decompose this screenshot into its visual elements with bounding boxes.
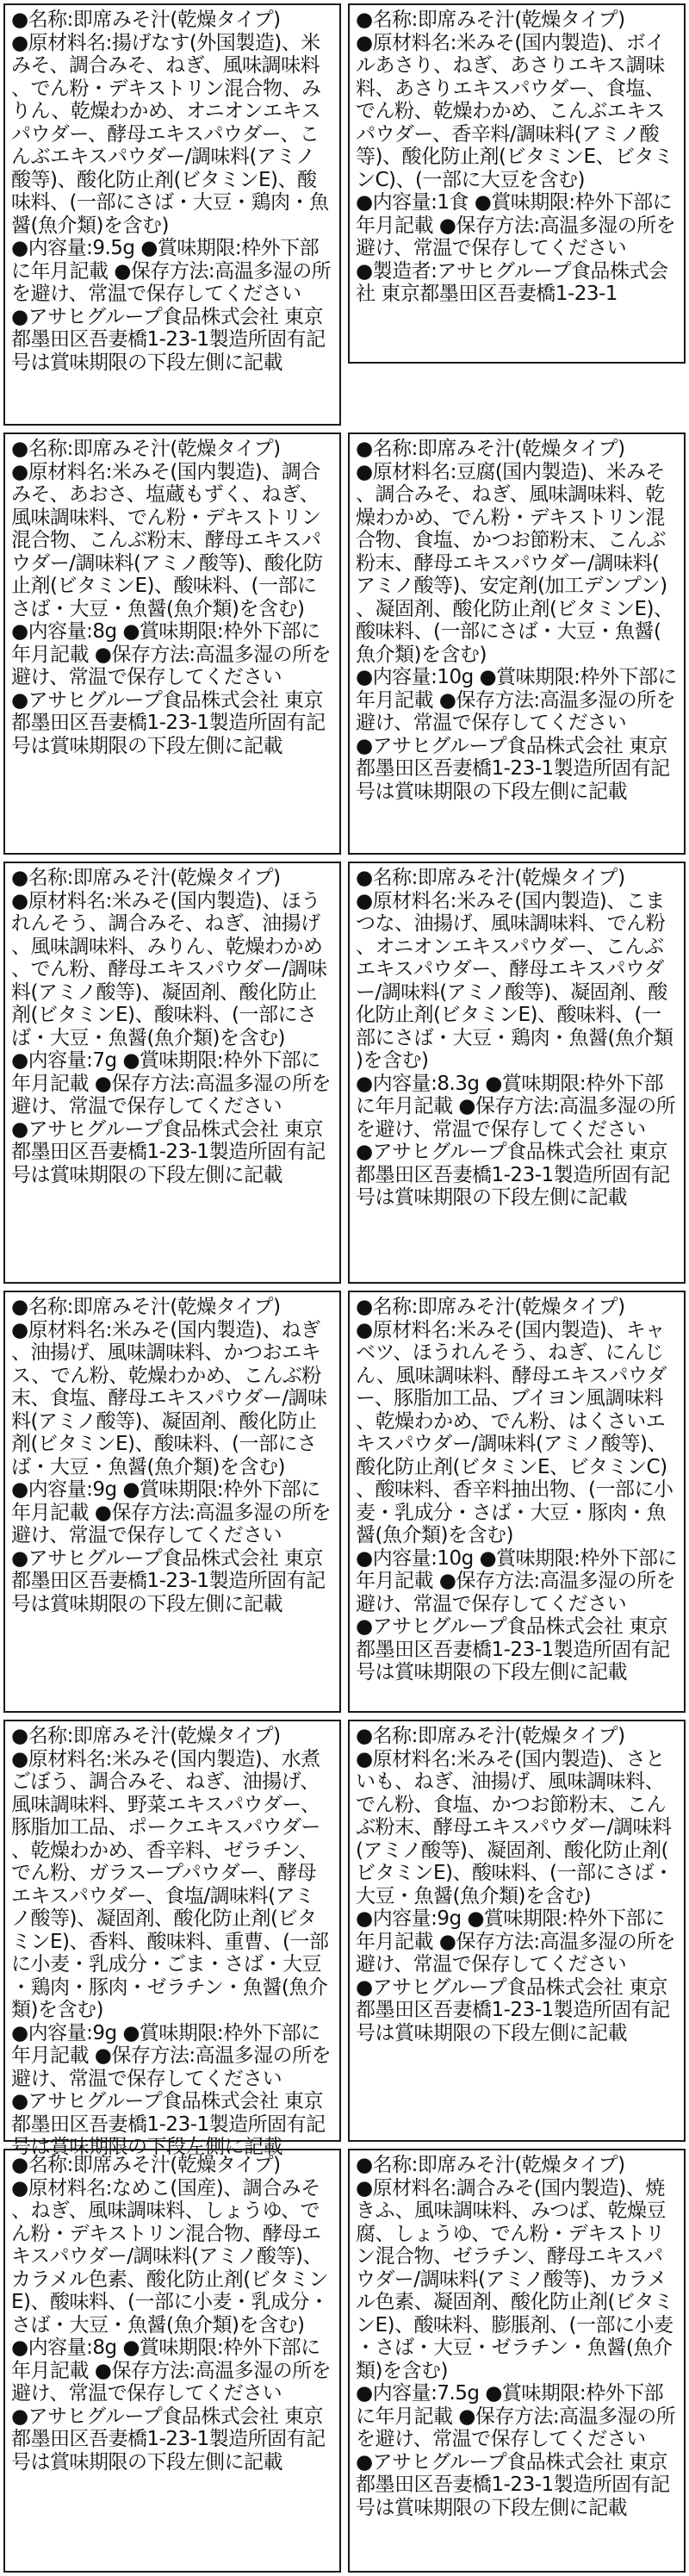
product-name: ●名称:即席みそ汁(乾燥タイプ) [11, 9, 281, 31]
ingredients-text: ●原材料名:米みそ(国内製造)、さといも、ねぎ、油揚げ、風味調味料、でん粉、食塩、かつお節粉末、こんぶ粉末、酵母エキスパウダー/調味料(アミノ酸等)、凝固剤、酸化防止剤(ビタミンE)、酸味料、(一部にさば・大豆・魚醤(魚介類)を含む) [356, 1747, 673, 1907]
label-panel-5 [0, 858, 344, 1287]
product-name: ●名称:即席みそ汁(乾燥タイプ) [11, 2154, 281, 2176]
content-expiry-storage: ●内容量:9.5g ●賞味期限:枠外下部に年月記載 ●保存方法:高温多湿の所を避け、常温で保存してください [11, 237, 332, 305]
content-expiry-storage: ●内容量:8g ●賞味期限:枠外下部に年月記載 ●保存方法:高温多湿の所を避け、常温で保存してください [11, 620, 332, 688]
label-box [3, 1291, 341, 1713]
label-box [3, 1720, 341, 2158]
content-expiry-storage: ●内容量:9g ●賞味期限:枠外下部に年月記載 ●保存方法:高温多湿の所を避け、常温で保存してください [11, 1478, 332, 1546]
label-panel-9 [0, 1716, 344, 2158]
ingredients-text: ●原材料名:なめこ(国産)、調合みそ、ねぎ、風味調味料、しょうゆ、でん粉・デキストリン混合物、酵母エキスパウダー/調味料(アミノ酸等)、カラメル色素、酸化防止剤(ビタミンE)、酸味料、(一部に小麦・乳成分・さば・大豆・魚醤(魚介類)を含む) [11, 2176, 329, 2336]
ingredients-text: ●原材料名:米みそ(国内製造)、調合みそ、あおさ、塩蔵もずく、ねぎ、風味調味料、でん粉・デキストリン混合物、こんぶ粉末、酵母エキスパウダー/調味料(アミノ酸等)、酸化防止剤(ビタミンE)、酸味料、(一部にさば・大豆・魚醤(魚介類)を含む) [11, 460, 323, 620]
label-box [348, 1291, 686, 1713]
product-name: ●名称:即席みそ汁(乾燥タイプ) [356, 2154, 625, 2176]
content-expiry-storage: ●内容量:9g ●賞味期限:枠外下部に年月記載 ●保存方法:高温多湿の所を避け、常温で保存してください [11, 2021, 332, 2090]
label-panel-1 [0, 0, 344, 429]
content-expiry-storage: ●内容量:7g ●賞味期限:枠外下部に年月記載 ●保存方法:高温多湿の所を避け、常温で保存してください [11, 1049, 332, 1117]
label-panel-8 [344, 1287, 689, 1716]
label-box [348, 1720, 686, 2142]
label-box [348, 2149, 686, 2573]
manufacturer-info: ●アサヒグループ食品株式会社 東京都墨田区吾妻橋1-23-1製造所固有記号は賞味期限の下段左側に記載 [11, 305, 326, 374]
product-name: ●名称:即席みそ汁(乾燥タイプ) [11, 1725, 281, 1747]
manufacturer-info: ●アサヒグループ食品株式会社 東京都墨田区吾妻橋1-23-1製造所固有記号は賞味期限の下段左側に記載 [11, 1546, 326, 1615]
content-expiry-storage: ●内容量:10g ●賞味期限:枠外下部に年月記載 ●保存方法:高温多湿の所を避け、常温で保存してください [356, 1546, 677, 1615]
manufacturer-info: ●製造者:アサヒグループ食品株式会社 東京都墨田区吾妻橋1-23-1 [356, 259, 668, 305]
label-panel-2 [344, 0, 689, 429]
product-name: ●名称:即席みそ汁(乾燥タイプ) [356, 1725, 625, 1747]
content-expiry-storage: ●内容量:8g ●賞味期限:枠外下部に年月記載 ●保存方法:高温多湿の所を避け、常温で保存してください [11, 2336, 332, 2405]
content-expiry-storage: ●内容量:1食 ●賞味期限:枠外下部に年月記載 ●保存方法:高温多湿の所を避け、常温で保存してください [356, 191, 676, 259]
product-name: ●名称:即席みそ汁(乾燥タイプ) [356, 438, 625, 460]
label-panel-12 [344, 2145, 689, 2576]
content-expiry-storage: ●内容量:10g ●賞味期限:枠外下部に年月記載 ●保存方法:高温多湿の所を避け、常温で保存してください [356, 666, 677, 734]
label-box [348, 862, 686, 1284]
content-expiry-storage: ●内容量:7.5g ●賞味期限:枠外下部に年月記載 ●保存方法:高温多湿の所を避け、常温で保存してください [356, 2382, 676, 2450]
ingredients-text: ●原材料名:米みそ(国内製造)、キャベツ、ほうれんそう、ねぎ、にんじん、風味調味料、酵母エキスパウダー、豚脂加工品、ブイヨン風調味料、乾燥わかめ、でん粉、はくさいエキスパウダー/調味料(アミノ酸等)、酸化防止剤(ビタミンE、ビタミンC)、酸味料、香辛料抽出物、(一部に小麦・乳成分・さば・大豆・豚肉・魚醤(魚介類)を含む) [356, 1318, 673, 1546]
ingredients-text: ●原材料名:米みそ(国内製造)、こまつな、油揚げ、風味調味料、でん粉、オニオンエキスパウダー、こんぶエキスパウダー、酵母エキスパウダー/調味料(アミノ酸等)、凝固剤、酸化防止剤(ビタミンE)、酸味料、(一部にさば・大豆・鶏肉・魚醤(魚介類)を含む) [356, 889, 673, 1072]
manufacturer-info: ●アサヒグループ食品株式会社 東京都墨田区吾妻橋1-23-1製造所固有記号は賞味期限の下段左側に記載 [11, 2090, 326, 2158]
product-name: ●名称:即席みそ汁(乾燥タイプ) [11, 1296, 281, 1318]
manufacturer-info: ●アサヒグループ食品株式会社 東京都墨田区吾妻橋1-23-1製造所固有記号は賞味期限の下段左側に記載 [356, 1615, 670, 1683]
product-name: ●名称:即席みそ汁(乾燥タイプ) [356, 1296, 625, 1318]
label-panel-11 [0, 2145, 344, 2576]
manufacturer-info: ●アサヒグループ食品株式会社 東京都墨田区吾妻橋1-23-1製造所固有記号は賞味期限の下段左側に記載 [356, 1976, 670, 2044]
manufacturer-info: ●アサヒグループ食品株式会社 東京都墨田区吾妻橋1-23-1製造所固有記号は賞味期限の下段左側に記載 [356, 2450, 670, 2519]
label-panel-10 [344, 1716, 689, 2145]
content-expiry-storage: ●内容量:9g ●賞味期限:枠外下部に年月記載 ●保存方法:高温多湿の所を避け、常温で保存してください [356, 1907, 676, 1976]
ingredients-text: ●原材料名:豆腐(国内製造)、米みそ、調合みそ、ねぎ、風味調味料、乾燥わかめ、でん粉・デキストリン混合物、食塩、かつお節粉末、こんぶ粉末、酵母エキスパウダー/調味料(アミノ酸等)、安定剤(加工デンプン)、凝固剤、酸化防止剤(ビタミンE)、酸味料、(一部にさば・大豆・魚醤(魚介類)を含む) [356, 460, 673, 666]
content-expiry-storage: ●内容量:8.3g ●賞味期限:枠外下部に年月記載 ●保存方法:高温多湿の所を避け、常温で保存してください [356, 1072, 676, 1141]
product-name: ●名称:即席みそ汁(乾燥タイプ) [356, 9, 625, 31]
ingredients-text: ●原材料名:揚げなす(外国製造)、米みそ、調合みそ、ねぎ、風味調味料、でん粉・デキストリン混合物、みりん、乾燥わかめ、オニオンエキスパウダー、酵母エキスパウダー、こんぶエキスパウダー/調味料(アミノ酸等)、酸化防止剤(ビタミンE)、酸味料、(一部にさば・大豆・鶏肉・魚醤(魚介類)を含む) [11, 31, 329, 237]
label-panel-6 [344, 858, 689, 1287]
manufacturer-info: ●アサヒグループ食品株式会社 東京都墨田区吾妻橋1-23-1製造所固有記号は賞味期限の下段左側に記載 [356, 734, 670, 803]
ingredients-text: ●原材料名:米みそ(国内製造)、ボイルあさり、ねぎ、あさりエキス調味料、あさりエキスパウダー、食塩、でん粉、乾燥わかめ、こんぶエキスパウダー、香辛料/調味料(アミノ酸等)、酸化防止剤(ビタミンE、ビタミンC)、(一部に大豆を含む) [356, 31, 673, 191]
product-name: ●名称:即席みそ汁(乾燥タイプ) [11, 438, 281, 460]
manufacturer-info: ●アサヒグループ食品株式会社 東京都墨田区吾妻橋1-23-1製造所固有記号は賞味期限の下段左側に記載 [356, 1141, 670, 1209]
manufacturer-info: ●アサヒグループ食品株式会社 東京都墨田区吾妻橋1-23-1製造所固有記号は賞味期限の下段左側に記載 [11, 1117, 326, 1186]
label-box [3, 862, 341, 1284]
ingredients-text: ●原材料名:米みそ(国内製造)、ほうれんそう、調合みそ、ねぎ、油揚げ、風味調味料、みりん、乾燥わかめ、でん粉、酵母エキスパウダー/調味料(アミノ酸等)、凝固剤、酸化防止剤(ビタミンE)、酸味料、(一部にさば・大豆・魚醤(魚介類)を含む) [11, 889, 327, 1049]
manufacturer-info: ●アサヒグループ食品株式会社 東京都墨田区吾妻橋1-23-1製造所固有記号は賞味期限の下段左側に記載 [11, 688, 326, 757]
product-name: ●名称:即席みそ汁(乾燥タイプ) [356, 867, 625, 889]
label-panel-7 [0, 1287, 344, 1716]
label-panel-3 [0, 429, 344, 858]
label-panel-4 [344, 429, 689, 858]
label-box [3, 432, 341, 855]
ingredients-text: ●原材料名:米みそ(国内製造)、ねぎ、油揚げ、風味調味料、かつおエキス、でん粉、乾燥わかめ、こんぶ粉末、食塩、酵母エキスパウダー/調味料(アミノ酸等)、凝固剤、酸化防止剤(ビタミンE)、酸味料、(一部にさば・大豆・魚醤(魚介類)を含む) [11, 1318, 327, 1478]
product-name: ●名称:即席みそ汁(乾燥タイプ) [11, 867, 281, 889]
label-box [348, 3, 686, 364]
manufacturer-info: ●アサヒグループ食品株式会社 東京都墨田区吾妻橋1-23-1製造所固有記号は賞味期限の下段左側に記載 [11, 2405, 326, 2473]
ingredients-text: ●原材料名:米みそ(国内製造)、水煮ごぼう、調合みそ、ねぎ、油揚げ、風味調味料、野菜エキスパウダー、豚脂加工品、ポークエキスパウダー、乾燥わかめ、香辛料、ゼラチン、でん粉、ガラスープパウダー、酵母エキスパウダー、食塩/調味料(アミノ酸等)、凝固剤、酸化防止剤(ビタミンE)、香料、酸味料、重曹、(一部に小麦・乳成分・ごま・さば・大豆・鶏肉・豚肉・ゼラチン・魚醤(魚介類)を含む) [11, 1747, 329, 2021]
label-box [3, 2149, 341, 2573]
label-box [3, 3, 341, 426]
ingredients-text: ●原材料名:調合みそ(国内製造)、焼きふ、風味調味料、みつば、乾燥豆腐、しょうゆ、でん粉・デキストリン混合物、ゼラチン、酵母エキスパウダー/調味料(アミノ酸等)、カラメル色素、凝固剤、酸化防止剤(ビタミンE)、酸味料、膨脹剤、(一部に小麦・さば・大豆・ゼラチン・魚醤(魚介類)を含む) [356, 2176, 673, 2382]
label-box [348, 432, 686, 855]
